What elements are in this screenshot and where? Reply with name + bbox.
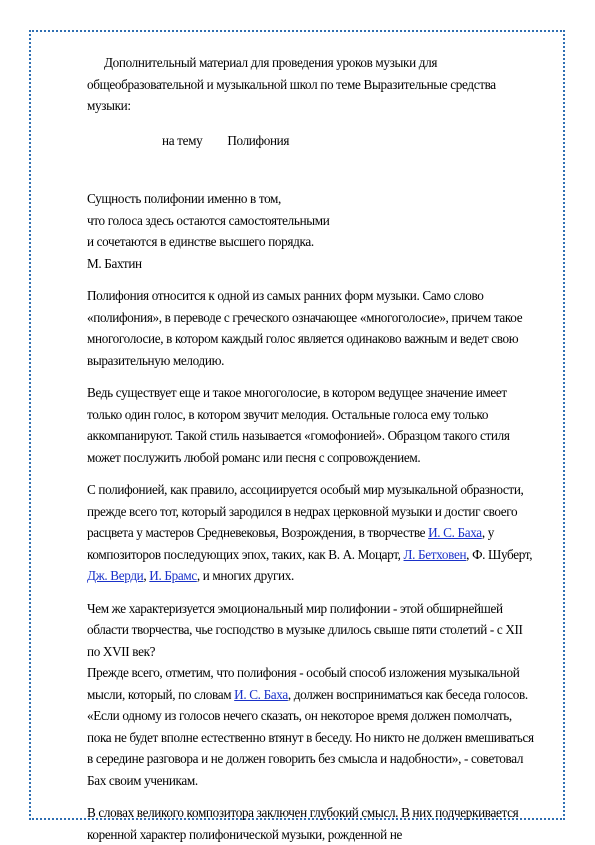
- intro-paragraph: Дополнительный материал для проведения уроков музыки для общеобразовательной и музыкальной школ по теме Выразительные средства музыки:: [87, 55, 496, 113]
- epigraph-line: что голоса здесь остаются самостоятельными: [87, 212, 330, 228]
- link-bach[interactable]: И. С. Баха: [428, 525, 482, 540]
- subject-title: Полифония: [227, 132, 290, 148]
- epigraph-line: и сочетаются в единстве высшего порядка.: [87, 234, 314, 249]
- document-body: [87, 52, 537, 845]
- link-brahms[interactable]: И. Брамс: [149, 568, 197, 583]
- paragraph-homophony: Ведь существует еще и такое многоголосие, в котором ведущее значение имеет только один голос, в котором звучит мелодия. Остальные голоса ему только аккомпанируют. Такой стиль называется «гомофонией». Образцом такого стиля может послужить любой романс или песня с сопровождением.: [87, 385, 510, 465]
- subject-prefix: на тему: [162, 132, 203, 148]
- epigraph-line: Сущность полифонии именно в том,: [87, 191, 282, 206]
- paragraph-conversation: Прежде всего, отметим, что полифония - особый способ изложения музыкальной мысли, который, по словам И. С. Баха, должен восприниматься как беседа голосов. «Если одному из голосов нечего сказать, он некоторое время должен помолчать, пока не будет вполне естественно втянут в беседу. Но никто не должен вмешиваться в середине разговора и не должен говорить без смысла и надобности», - советовал Бах своим ученикам.: [87, 665, 534, 788]
- paragraph-composers: С полифонией, как правило, ассоциируется особый мир музыкальной образности, прежде всего тот, который зародился в недрах церковной музыки и достиг своего расцвета у мастеров Средневековья, Возрождения, в творчестве И. С. Баха, у композиторов последующих эпох, таких, как В. А. Моцарт, Л. Бетховен, Ф. Шуберт, Дж. Верди, И. Брамс, и многих других.: [87, 482, 533, 583]
- epigraph: [87, 188, 537, 274]
- link-bach-2[interactable]: И. С. Баха: [234, 686, 288, 702]
- link-beethoven[interactable]: Л. Бетховен: [403, 546, 467, 562]
- paragraph-meaning: В словах великого композитора заключен глубокий смысл. В них подчеркивается коренной характер полифонической музыки, рожденной не: [87, 805, 519, 842]
- paragraph-question: Чем же характеризуется эмоциональный мир полифонии - этой обширнейшей области творчества, чье господство в музыке длилось свыше пяти столетий - с XII по XVII век?: [87, 600, 523, 659]
- paragraph-polyphony-definition: Полифония относится к одной из самых ранних форм музыки. Само слово «полифония», в переводе с греческого означающее «многоголосие», причем такое многоголосие, в котором каждый голос является одинаково важным и ведет свою выразительную мелодию.: [87, 288, 523, 368]
- subject-line: [162, 130, 537, 152]
- link-verdi[interactable]: Дж. Верди: [87, 568, 144, 583]
- epigraph-author: М. Бахтин: [87, 255, 142, 271]
